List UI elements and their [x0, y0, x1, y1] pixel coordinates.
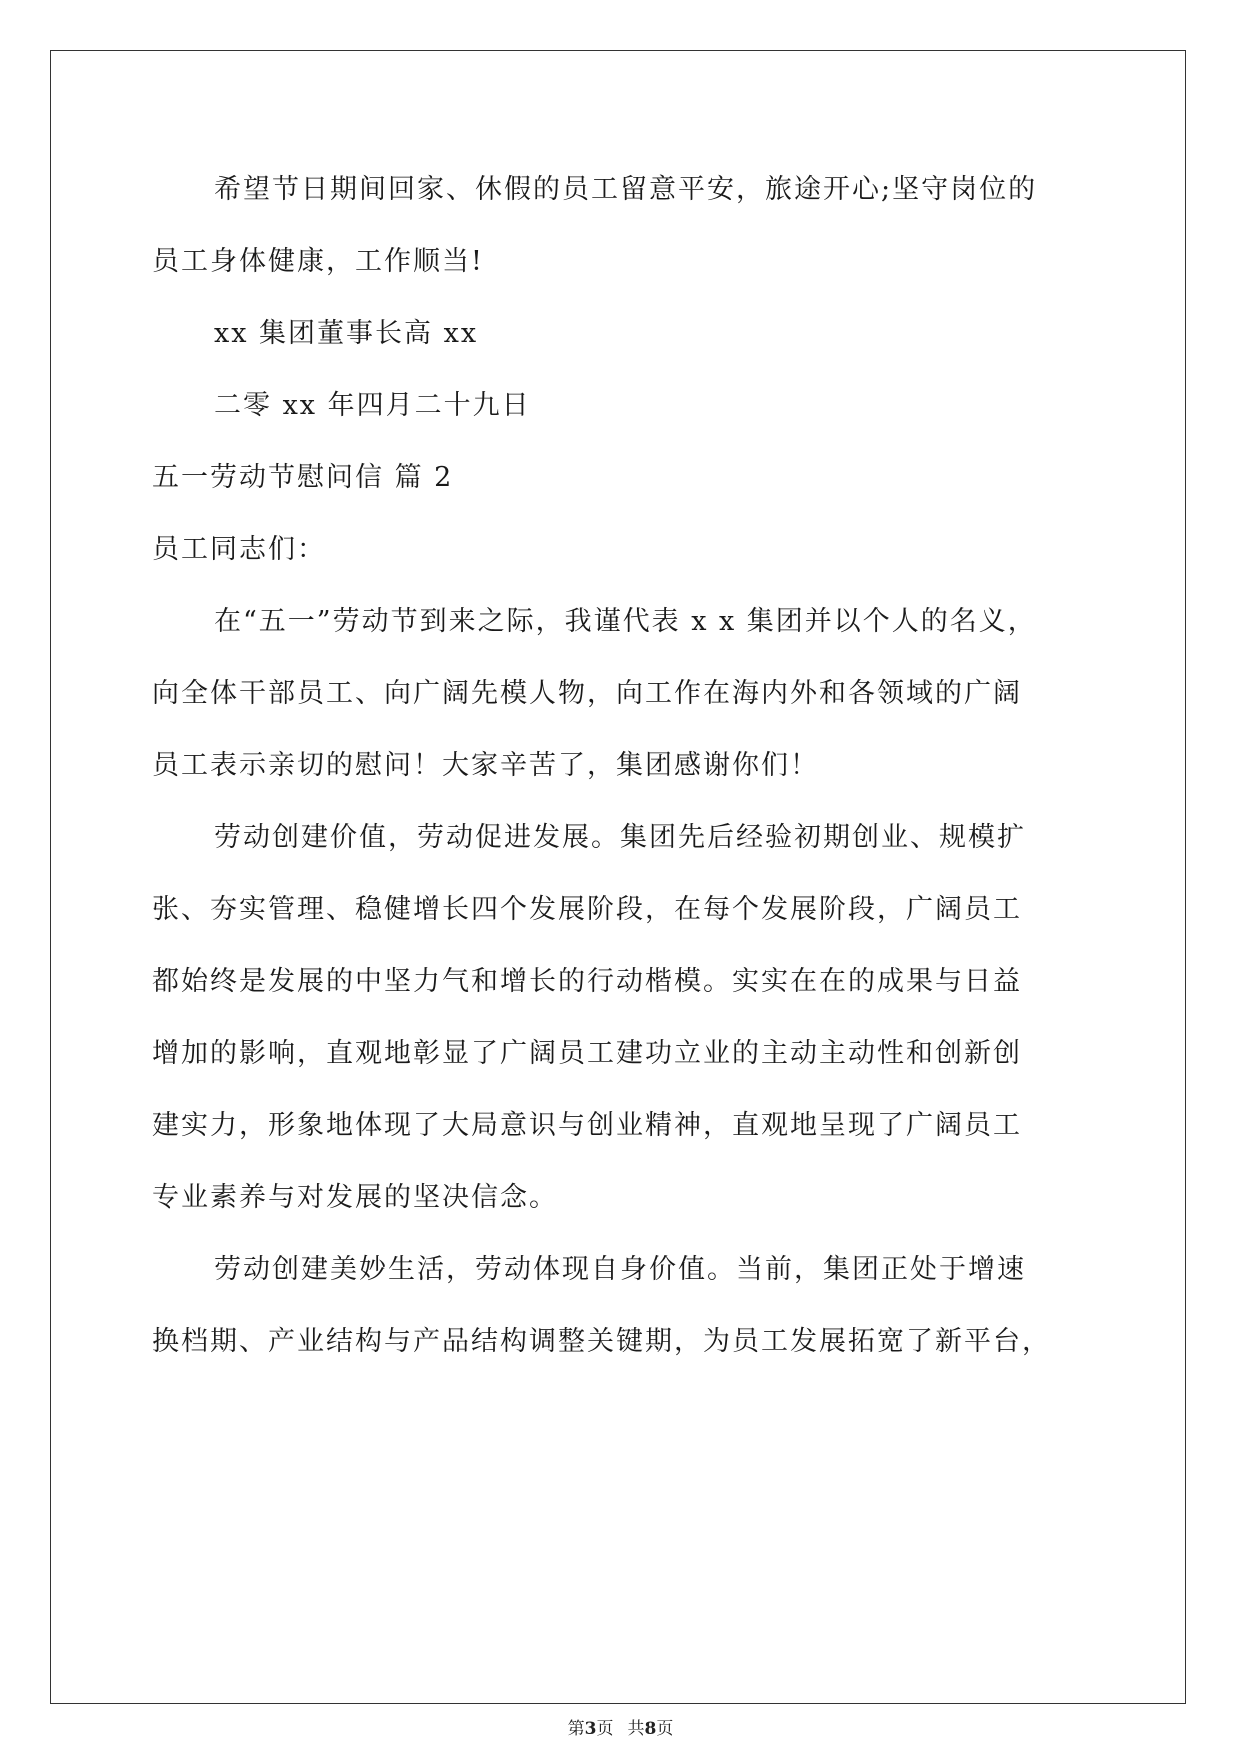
paragraph-line: 劳动创建价值，劳动促进发展。集团先后经验初期创业、规模扩 [214, 822, 1026, 853]
page-prefix: 第 [567, 1719, 585, 1739]
paragraph-line: 向全体干部员工、向广阔先模人物，向工作在海内外和各领域的广阔 [152, 678, 1022, 709]
paragraph-line: 劳动创建美妙生活，劳动体现自身价值。当前，集团正处于增速 [214, 1254, 1026, 1285]
current-page-number: 3 [584, 1719, 597, 1739]
total-page-number: 8 [644, 1719, 657, 1739]
salutation: 员工同志们： [152, 534, 326, 565]
total-prefix: 共 [627, 1719, 645, 1739]
paragraph-line: 建实力，形象地体现了大局意识与创业精神，直观地呈现了广阔员工 [152, 1110, 1022, 1141]
signature-line: xx 集团董事长高 xx [214, 318, 479, 349]
paragraph-line: 员工表示亲切的慰问！大家辛苦了，集团感谢你们！ [152, 750, 819, 781]
page-unit: 页 [596, 1719, 614, 1739]
paragraph-line: 员工身体健康，工作顺当! [152, 246, 484, 277]
paragraph-line: 增加的影响，直观地彰显了广阔员工建功立业的主动主动性和创新创 [152, 1038, 1022, 1069]
total-unit: 页 [656, 1719, 674, 1739]
paragraph-line: 换档期、产业结构与产品结构调整关键期，为员工发展拓宽了新平台， [152, 1326, 1051, 1357]
page-border [50, 50, 1186, 1704]
paragraph-line: 在“五一”劳动节到来之际，我谨代表 x x 集团并以个人的名义， [214, 606, 1037, 637]
paragraph-line: 希望节日期间回家、休假的员工留意平安，旅途开心;坚守岗位的 [214, 174, 1038, 205]
paragraph-line: 专业素养与对发展的坚决信念。 [152, 1182, 558, 1213]
paragraph-line: 都始终是发展的中坚力气和增长的行动楷模。实实在在的成果与日益 [152, 966, 1022, 997]
date-line: 二零 xx 年四月二十九日 [214, 390, 531, 421]
paragraph-line: 张、夯实管理、稳健增长四个发展阶段，在每个发展阶段，广阔员工 [152, 894, 1022, 925]
section-heading: 五一劳动节慰问信 篇 2 [152, 462, 454, 493]
page-footer [0, 1718, 1241, 1740]
